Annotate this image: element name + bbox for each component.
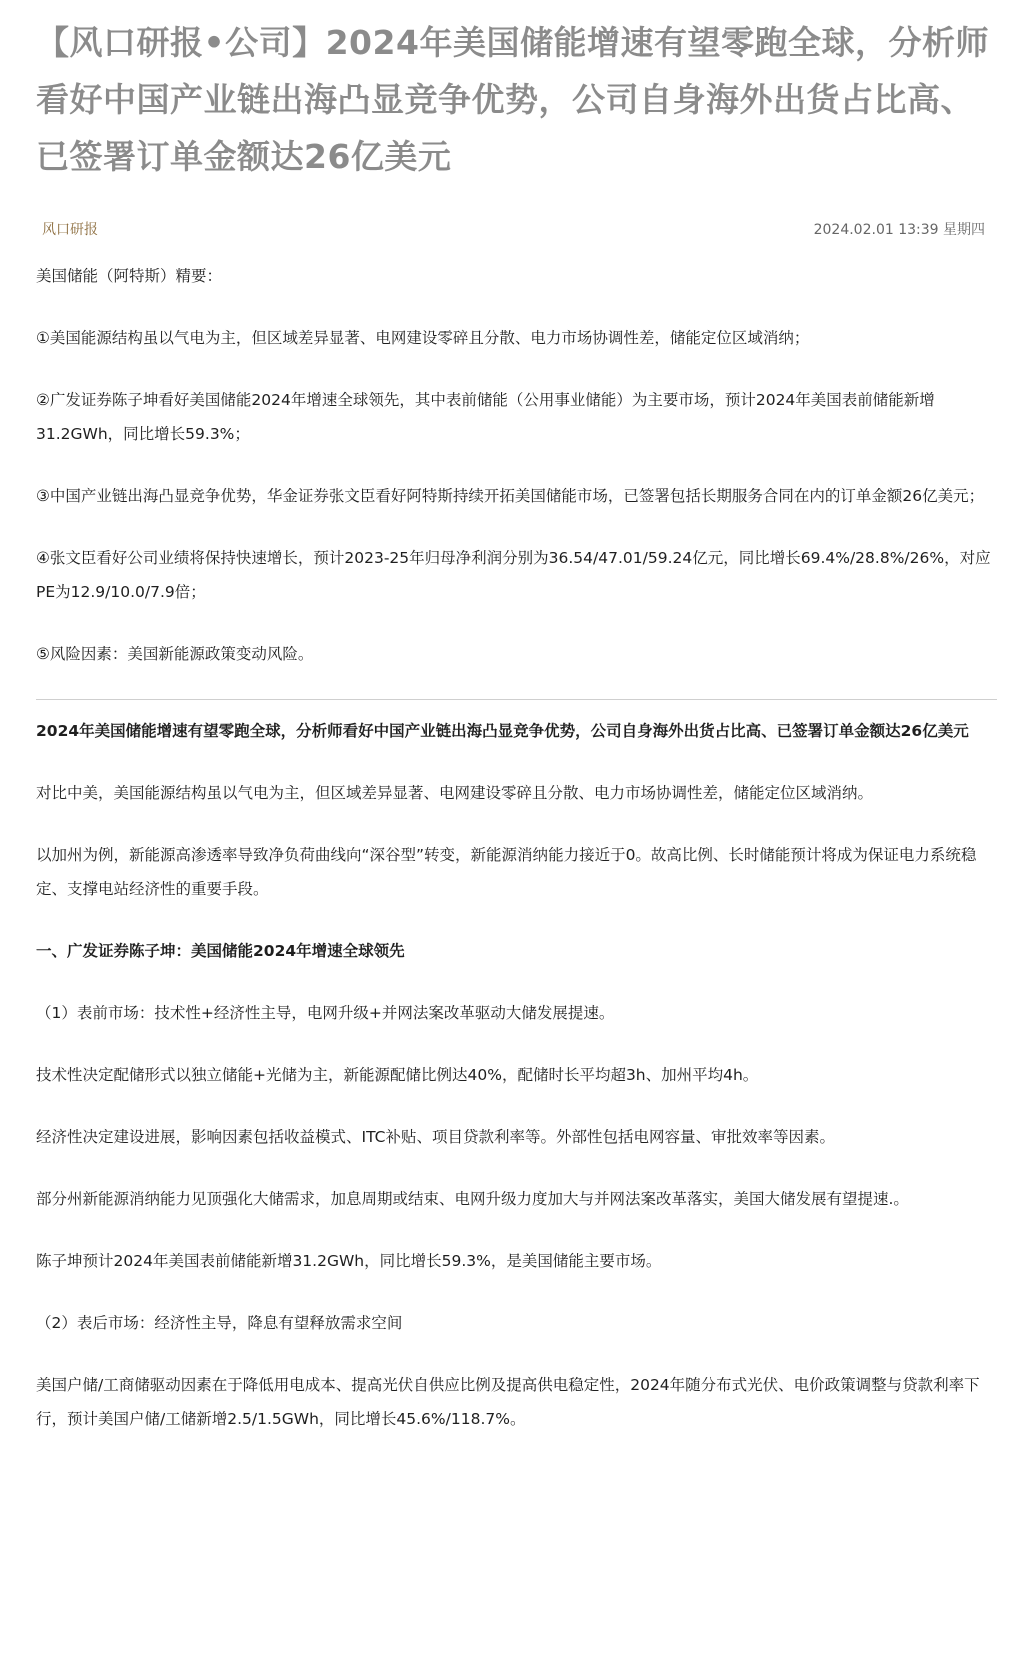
- subsection-heading-1: （1）表前市场：技术性+经济性主导，电网升级+并网法案改革驱动大储发展提速。: [36, 1004, 615, 1022]
- section-divider: [36, 699, 997, 700]
- article-title: 【风口研报•公司】2024年美国储能增速有望零跑全球，分析师看好中国产业链出海凸显竞争优势，公司自身海外出货占比高、已签署订单金额达26亿美元: [36, 23, 989, 176]
- content-paragraph-6: 陈子坤预计2024年美国表前储能新增31.2GWh，同比增长59.3%，是美国储能主要市场。: [36, 1252, 662, 1270]
- summary-point-5: ⑤风险因素：美国新能源政策变动风险。: [36, 645, 314, 663]
- article-body: [36, 259, 997, 1436]
- article-date: 2024.02.01 13:39 星期四: [813, 222, 985, 238]
- summary-point-4: ④张文臣看好公司业绩将保持快速增长，预计2023-25年归母净利润分别为36.54/47.01/59.24亿元，同比增长69.4%/28.8%/26%，对应PE为12.9/10.0/7.9倍；: [36, 549, 991, 601]
- content-paragraph-2: 以加州为例，新能源高渗透率导致净负荷曲线向“深谷型”转变，新能源消纳能力接近于0。故高比例、长时储能预计将成为保证电力系统稳定、支撑电站经济性的重要手段。: [36, 846, 977, 898]
- summary-intro: 美国储能（阿特斯）精要：: [36, 267, 223, 285]
- content-paragraph-7: 美国户储/工商储驱动因素在于降低用电成本、提高光伏自供应比例及提高供电稳定性，2024年随分布式光伏、电价政策调整与贷款利率下行，预计美国户储/工储新增2.5/1.5GWh，同比增长45.6%/118.7%。: [36, 1376, 980, 1428]
- content-paragraph-4: 经济性决定建设进展，影响因素包括收益模式、ITC补贴、项目贷款利率等。外部性包括电网容量、审批效率等因素。: [36, 1128, 835, 1146]
- content-paragraph-5: 部分州新能源消纳能力见顶强化大储需求，加息周期或结束、电网升级力度加大与并网法案改革落实，美国大储发展有望提速.。: [36, 1190, 909, 1208]
- summary-point-1: ①美国能源结构虽以气电为主，但区域差异显著、电网建设零碎且分散、电力市场协调性差，储能定位区域消纳；: [36, 329, 810, 347]
- summary-point-3: ③中国产业链出海凸显竞争优势，华金证券张文臣看好阿特斯持续开拓美国储能市场，已签署包括长期服务合同在内的订单金额26亿美元；: [36, 487, 985, 505]
- content-paragraph-3: 技术性决定配储形式以独立储能+光储为主，新能源配储比例达40%，配储时长平均超3h、加州平均4h。: [36, 1066, 759, 1084]
- subsection-heading-2: （2）表后市场：经济性主导，降息有望释放需求空间: [36, 1314, 403, 1332]
- content-heading: 2024年美国储能增速有望零跑全球，分析师看好中国产业链出海凸显竞争优势，公司自身海外出货占比高、已签署订单金额达26亿美元: [36, 722, 969, 740]
- section-heading-1: 一、广发证券陈子坤：美国储能2024年增速全球领先: [36, 942, 405, 960]
- article-meta: [36, 219, 997, 239]
- article-source[interactable]: 风口研报: [42, 222, 98, 238]
- summary-point-2: ②广发证券陈子坤看好美国储能2024年增速全球领先，其中表前储能（公用事业储能）为主要市场，预计2024年美国表前储能新增31.2GWh，同比增长59.3%；: [36, 391, 935, 443]
- content-paragraph-1: 对比中美，美国能源结构虽以气电为主，但区域差异显著、电网建设零碎且分散、电力市场协调性差，储能定位区域消纳。: [36, 784, 874, 802]
